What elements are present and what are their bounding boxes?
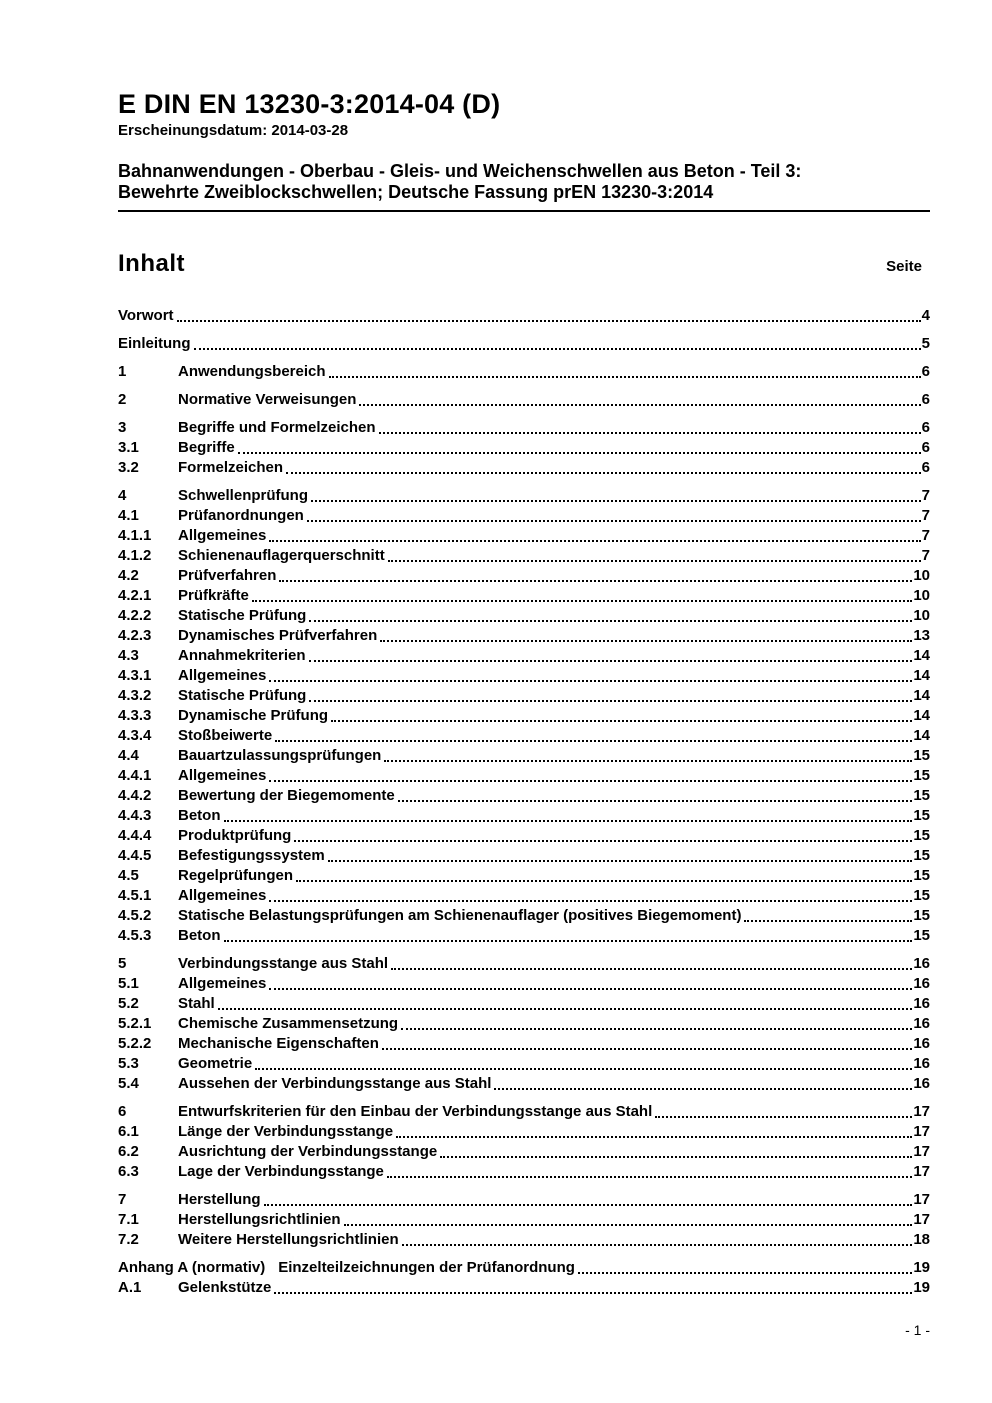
toc-entry-page: 15: [913, 847, 930, 864]
dot-leader: [286, 472, 921, 474]
toc-entry: [118, 1278, 930, 1298]
toc-entry-page: 17: [913, 1103, 930, 1120]
toc-entry-number: 6.2: [118, 1143, 139, 1160]
toc-entry-title: Beton: [178, 807, 221, 824]
toc-entry-title: Dynamische Prüfung: [178, 707, 329, 724]
dot-leader: [224, 820, 913, 822]
toc-entry: [118, 1230, 930, 1250]
dot-leader: [275, 740, 912, 742]
toc-entry-page: 15: [913, 867, 930, 884]
document-title-line-1: Bahnanwendungen - Oberbau - Gleis- und Weichenschwellen aus Beton - Teil 3:: [118, 161, 802, 181]
toc-entry-page: 16: [913, 975, 930, 992]
toc-entry-page: 19: [913, 1259, 930, 1276]
toc-entry-page: 6: [921, 391, 930, 408]
toc-entry: [118, 546, 930, 566]
toc-entry-page: 16: [913, 1035, 930, 1052]
toc-entry-page: 17: [913, 1191, 930, 1208]
toc-entry-number: 3: [118, 419, 127, 436]
toc-entry-title: Begriffe: [178, 439, 235, 456]
toc-entry-number: 4.4: [118, 747, 139, 764]
toc-entry: [118, 334, 930, 354]
toc-entry-page: 15: [913, 807, 930, 824]
toc-entry-title: Lage der Verbindungsstange: [178, 1163, 384, 1180]
toc-entry: [118, 726, 930, 746]
toc-entry: [118, 1190, 930, 1210]
dot-leader: [578, 1272, 912, 1274]
document-number-heading: E DIN EN 13230-3:2014-04 (D): [118, 89, 501, 119]
toc-entry-page: 6: [921, 363, 930, 380]
toc-entry-page: 15: [913, 767, 930, 784]
dot-leader: [309, 660, 913, 662]
toc-entry: [118, 1258, 930, 1278]
toc-entry-number: 6.3: [118, 1163, 139, 1180]
toc-heading: Inhalt: [118, 250, 185, 277]
toc-entry-title: Allgemeines: [178, 975, 267, 992]
toc-entry: [118, 606, 930, 626]
toc-entry-page: 15: [913, 747, 930, 764]
toc-entry-number: 5.2.1: [118, 1015, 152, 1032]
toc-entry-page: 14: [913, 647, 930, 664]
publication-date: Erscheinungsdatum: 2014-03-28: [118, 122, 349, 139]
toc-entry-title: Einzelteilzeichnungen der Prüfanordnung: [278, 1259, 575, 1276]
dot-leader: [398, 800, 913, 802]
toc-entry-title: Allgemeines: [178, 887, 267, 904]
toc-entry: [118, 954, 930, 974]
toc-entry-number: 4.3.2: [118, 687, 152, 704]
toc-entry: [118, 458, 930, 478]
toc-entry: [118, 994, 930, 1014]
dot-leader: [269, 900, 912, 902]
dot-leader: [238, 452, 921, 454]
toc-entry-title: Stahl: [178, 995, 215, 1012]
toc-entry-number: 4.3.3: [118, 707, 152, 724]
toc-entry-page: 15: [913, 827, 930, 844]
toc-entry-title: Verbindungsstange aus Stahl: [178, 955, 389, 972]
dot-leader: [294, 840, 912, 842]
toc-entry-title: Herstellungsrichtlinien: [178, 1211, 341, 1228]
toc-entry-page: 16: [913, 955, 930, 972]
toc-entry-page: 18: [913, 1231, 930, 1248]
toc-list: [118, 298, 930, 1298]
toc-entry-title: Prüfverfahren: [178, 567, 277, 584]
toc-entry-title: Bewertung der Biegemomente: [178, 787, 395, 804]
toc-entry: [118, 306, 930, 326]
toc-entry-title: Chemische Zusammensetzung: [178, 1015, 399, 1032]
toc-entry: [118, 418, 930, 438]
toc-entry-title: Geometrie: [178, 1055, 253, 1072]
toc-entry-number: 4.4.1: [118, 767, 152, 784]
toc-entry-page: 16: [913, 1015, 930, 1032]
toc-entry-page: 19: [913, 1279, 930, 1296]
toc-entry-title: Einleitung: [118, 335, 191, 352]
toc-entry-number: 4.2.1: [118, 587, 152, 604]
toc-entry-page: 14: [913, 667, 930, 684]
toc-entry-page: 14: [913, 687, 930, 704]
toc-entry-page: 7: [921, 487, 930, 504]
dot-leader: [274, 1292, 912, 1294]
toc-entry-number: 4.5: [118, 867, 139, 884]
dot-leader: [264, 1204, 913, 1206]
toc-entry: [118, 1074, 930, 1094]
document-title-line-2: Bewehrte Zweiblockschwellen; Deutsche Fassung prEN 13230-3:2014: [118, 182, 714, 202]
toc-entry-page: 16: [913, 995, 930, 1012]
toc-entry-page: 14: [913, 727, 930, 744]
toc-entry-page: 16: [913, 1055, 930, 1072]
toc-entry-page: 17: [913, 1211, 930, 1228]
toc-entry-page: 17: [913, 1163, 930, 1180]
toc-entry: [118, 906, 930, 926]
toc-entry: [118, 786, 930, 806]
toc-entry-title: Allgemeines: [178, 527, 267, 544]
toc-entry-number: 2: [118, 391, 127, 408]
toc-entry-number: 4.4.4: [118, 827, 152, 844]
toc-entry-page: 6: [921, 459, 930, 476]
dot-leader: [309, 700, 912, 702]
toc-entry: [118, 886, 930, 906]
toc-entry: [118, 486, 930, 506]
dot-leader: [329, 376, 921, 378]
toc-entry-title: Vorwort: [118, 307, 174, 324]
dot-leader: [359, 404, 920, 406]
toc-entry-number: 6.1: [118, 1123, 139, 1140]
toc-entry-number: 5.4: [118, 1075, 139, 1092]
toc-entry-number: 4.3: [118, 647, 139, 664]
toc-entry: [118, 526, 930, 546]
toc-entry-title: Regelprüfungen: [178, 867, 293, 884]
toc-entry-number: 4.5.3: [118, 927, 152, 944]
toc-entry-page: 5: [921, 335, 930, 352]
toc-entry: [118, 646, 930, 666]
toc-entry-number: 7: [118, 1191, 127, 1208]
dot-leader: [279, 580, 912, 582]
toc-entry-page: 7: [921, 507, 930, 524]
toc-entry-title: Aussehen der Verbindungsstange aus Stahl: [178, 1075, 492, 1092]
toc-entry-number: 4.1: [118, 507, 139, 524]
toc-entry-number: 4.1.1: [118, 527, 152, 544]
toc-page-column-label: Seite: [886, 258, 922, 275]
toc-entry-page: 17: [913, 1143, 930, 1160]
toc-entry-number: 7.1: [118, 1211, 139, 1228]
dot-leader: [494, 1088, 912, 1090]
toc-entry-title: Schwellenprüfung: [178, 487, 309, 504]
toc-entry-number: 7.2: [118, 1231, 139, 1248]
dot-leader: [655, 1116, 912, 1118]
toc-entry-title: Länge der Verbindungsstange: [178, 1123, 394, 1140]
toc-entry-page: 15: [913, 887, 930, 904]
dot-leader: [309, 620, 912, 622]
toc-entry-number: A.1: [118, 1279, 142, 1296]
toc-entry-title: Allgemeines: [178, 767, 267, 784]
toc-entry: [118, 626, 930, 646]
toc-entry-title: Beton: [178, 927, 221, 944]
toc-entry-title: Statische Prüfung: [178, 607, 307, 624]
dot-leader: [194, 348, 921, 350]
toc-entry-number: 4.2: [118, 567, 139, 584]
toc-entry-title: Normative Verweisungen: [178, 391, 357, 408]
toc-entry-number: 1: [118, 363, 127, 380]
toc-entry-number: 4.2.2: [118, 607, 152, 624]
dot-leader: [387, 1176, 912, 1178]
toc-entry-number: 4: [118, 487, 127, 504]
toc-entry-title: Prüfanordnungen: [178, 507, 304, 524]
toc-entry: [118, 506, 930, 526]
toc-entry-number: 5.2: [118, 995, 139, 1012]
toc-entry: [118, 866, 930, 886]
toc-entry: [118, 766, 930, 786]
dot-leader: [384, 760, 912, 762]
dot-leader: [331, 720, 912, 722]
toc-entry-number: 6: [118, 1103, 127, 1120]
toc-entry-number: 4.4.5: [118, 847, 152, 864]
toc-entry-page: 6: [921, 419, 930, 436]
toc-entry: [118, 826, 930, 846]
toc-entry-page: 4: [921, 307, 930, 324]
toc-entry-title: Produktprüfung: [178, 827, 292, 844]
dot-leader: [388, 560, 921, 562]
dot-leader: [252, 600, 912, 602]
toc-entry-number: 5.3: [118, 1055, 139, 1072]
toc-entry-title: Formelzeichen: [178, 459, 284, 476]
footer-page-number: - 1 -: [905, 1322, 930, 1338]
dot-leader: [255, 1068, 912, 1070]
toc-entry: [118, 1034, 930, 1054]
dot-leader: [402, 1244, 913, 1246]
toc-entry-title: Stoßbeiwerte: [178, 727, 273, 744]
toc-entry-page: 15: [913, 927, 930, 944]
toc-entry-number: 5: [118, 955, 127, 972]
toc-entry-number: 3.2: [118, 459, 139, 476]
toc-entry-page: 15: [913, 787, 930, 804]
toc-entry-title: Statische Prüfung: [178, 687, 307, 704]
toc-entry-page: 10: [913, 587, 930, 604]
toc-entry-page: 6: [921, 439, 930, 456]
toc-entry: [118, 926, 930, 946]
toc-entry-page: 13: [913, 627, 930, 644]
toc-entry-title: Ausrichtung der Verbindungsstange: [178, 1143, 438, 1160]
toc-entry-number: 5.2.2: [118, 1035, 152, 1052]
toc-entry: [118, 806, 930, 826]
dot-leader: [307, 520, 921, 522]
dot-leader: [344, 1224, 913, 1226]
toc-entry: [118, 1210, 930, 1230]
toc-entry-title: Dynamisches Prüfverfahren: [178, 627, 378, 644]
toc-entry-number: 3.1: [118, 439, 139, 456]
toc-entry: [118, 390, 930, 410]
dot-leader: [269, 780, 912, 782]
toc-entry-title: Prüfkräfte: [178, 587, 249, 604]
dot-leader: [401, 1028, 912, 1030]
toc-entry: [118, 566, 930, 586]
dot-leader: [177, 320, 921, 322]
toc-entry-number: 4.4.2: [118, 787, 152, 804]
toc-entry-number: 5.1: [118, 975, 139, 992]
toc-entry: [118, 1102, 930, 1122]
toc-entry: [118, 666, 930, 686]
toc-entry-number: 4.4.3: [118, 807, 152, 824]
toc-entry-page: 16: [913, 1075, 930, 1092]
toc-entry-title: Allgemeines: [178, 667, 267, 684]
toc-entry-title: Schienenauflagerquerschnitt: [178, 547, 385, 564]
toc-entry-title: Annahmekriterien: [178, 647, 306, 664]
toc-header-row: [118, 250, 930, 278]
toc-entry: [118, 974, 930, 994]
dot-leader: [328, 860, 913, 862]
toc-entry-number: 4.3.1: [118, 667, 152, 684]
dot-leader: [382, 1048, 912, 1050]
toc-entry-title: Befestigungssystem: [178, 847, 325, 864]
toc-entry: [118, 1122, 930, 1142]
dot-leader: [269, 540, 920, 542]
toc-entry-title: Statische Belastungsprüfungen am Schienenauflager (positives Biegemoment): [178, 907, 742, 924]
toc-entry-number: 4.1.2: [118, 547, 152, 564]
toc-entry-number: Anhang A (normativ): [118, 1259, 266, 1276]
toc-entry-page: 7: [921, 527, 930, 544]
toc-entry-page: 10: [913, 567, 930, 584]
toc-entry-number: 4.3.4: [118, 727, 152, 744]
toc-entry-title: Begriffe und Formelzeichen: [178, 419, 376, 436]
toc-entry-number: 4.5.2: [118, 907, 152, 924]
dot-leader: [396, 1136, 912, 1138]
toc-entry: [118, 706, 930, 726]
toc-entry: [118, 1014, 930, 1034]
toc-entry: [118, 362, 930, 382]
toc-entry-number: 4.5.1: [118, 887, 152, 904]
dot-leader: [224, 940, 913, 942]
document-content: [118, 0, 930, 1298]
toc-entry: [118, 746, 930, 766]
toc-entry-number: 4.2.3: [118, 627, 152, 644]
dot-leader: [296, 880, 912, 882]
dot-leader: [269, 680, 912, 682]
dot-leader: [380, 640, 912, 642]
toc-entry-title: Herstellung: [178, 1191, 261, 1208]
toc-entry: [118, 1054, 930, 1074]
toc-entry: [118, 1142, 930, 1162]
toc-entry: [118, 686, 930, 706]
toc-entry-title: Gelenkstütze: [178, 1279, 272, 1296]
toc-entry-page: 10: [913, 607, 930, 624]
dot-leader: [311, 500, 921, 502]
dot-leader: [440, 1156, 912, 1158]
toc-entry: [118, 846, 930, 866]
dot-leader: [744, 920, 912, 922]
dot-leader: [218, 1008, 913, 1010]
dot-leader: [379, 432, 921, 434]
toc-entry: [118, 586, 930, 606]
dot-leader: [269, 988, 912, 990]
dot-leader: [391, 968, 912, 970]
toc-entry: [118, 438, 930, 458]
toc-entry-title: Bauartzulassungsprüfungen: [178, 747, 382, 764]
toc-entry-page: 14: [913, 707, 930, 724]
toc-entry-page: 7: [921, 547, 930, 564]
toc-entry-page: 17: [913, 1123, 930, 1140]
toc-entry-title: Entwurfskriterien für den Einbau der Verbindungsstange aus Stahl: [178, 1103, 653, 1120]
toc-entry: [118, 1162, 930, 1182]
toc-entry-page: 15: [913, 907, 930, 924]
toc-entry-title: Anwendungsbereich: [178, 363, 326, 380]
document-title: [118, 161, 930, 212]
toc-entry-title: Mechanische Eigenschaften: [178, 1035, 379, 1052]
toc-entry-title: Weitere Herstellungsrichtlinien: [178, 1231, 399, 1248]
